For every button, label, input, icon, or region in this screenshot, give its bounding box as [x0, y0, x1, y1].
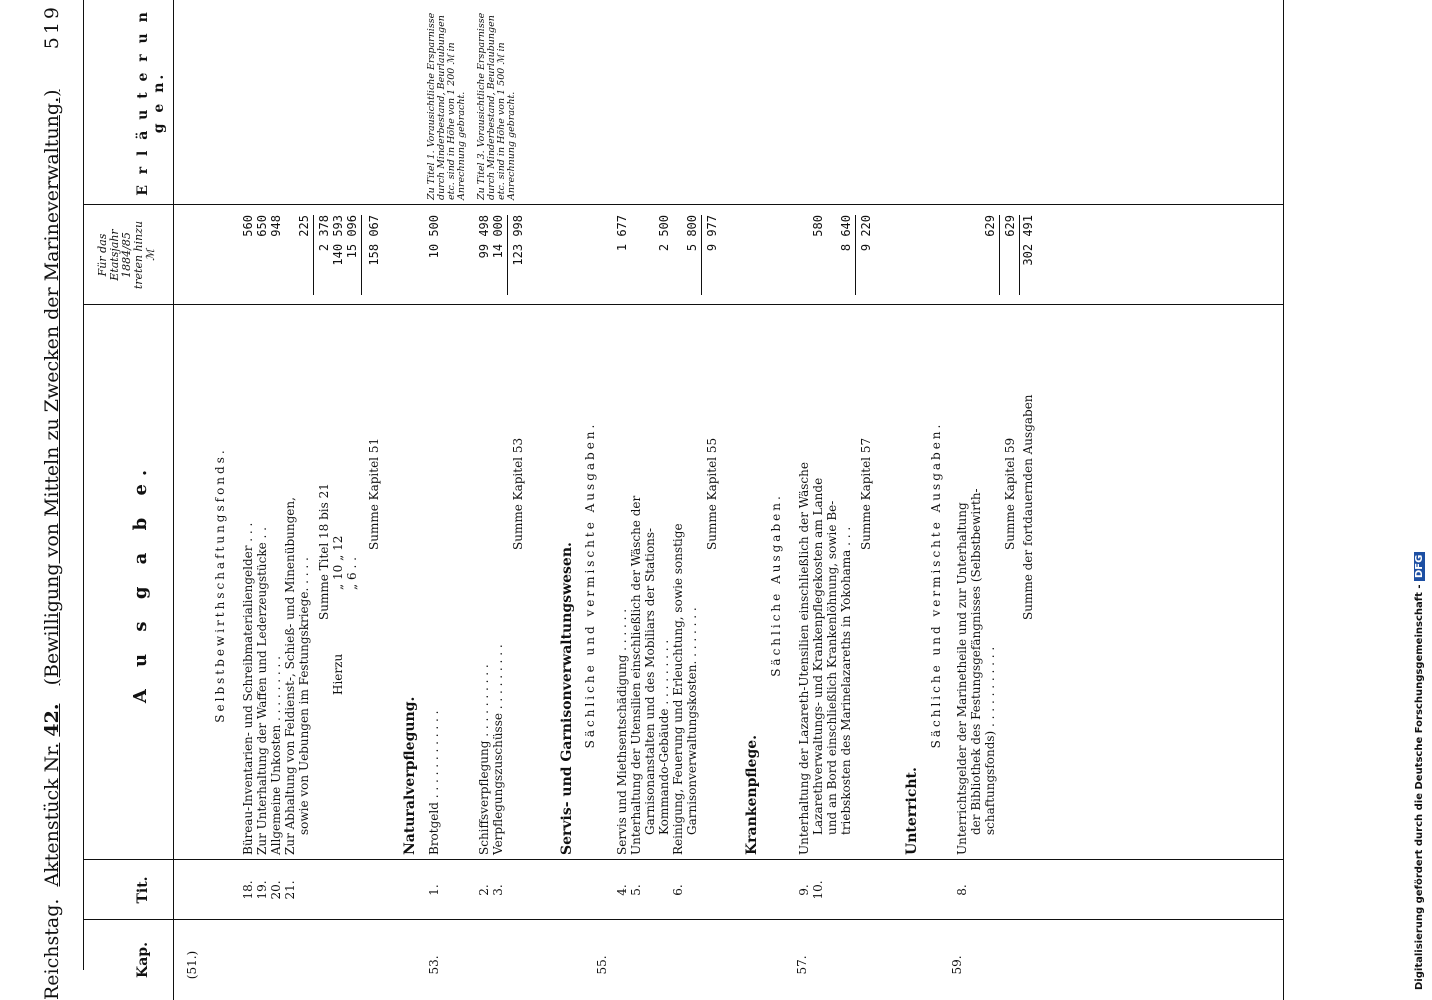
col-header-kap: Kap.	[135, 942, 151, 978]
kap-55-row-3-amount: 5 800	[685, 215, 699, 252]
kap-51-row-3-amount: 948	[269, 215, 283, 237]
kap-51-row-4-text: Zur Abhaltung von Feldienst-, Schieß- und Minenübungen,	[283, 497, 297, 855]
header-number: 42.	[41, 703, 63, 737]
col-divider-amount	[83, 304, 1283, 305]
kap-51-hierzu-1: „ 10 „ 12	[331, 535, 345, 590]
kap-59-kapitel-sum-label: Summe Kapitel 59	[1003, 437, 1017, 550]
kap-51-sum-amount: 2 378	[317, 215, 331, 252]
kap-51-hierzu-label: Hierzu	[331, 653, 345, 695]
grand-total-rule	[1019, 215, 1020, 295]
kap-59-subheading: Sächliche und vermischte Ausgaben.	[929, 421, 943, 749]
kap-53-heading: Naturalverpflegung.	[402, 696, 418, 855]
kap-53-row-1-text: Brotgeld . . . . . . . . . . . .	[427, 710, 441, 855]
kap-51-row-1-text: Büreau-Inventarien- und Schreibmaterialiengelder . . .	[241, 522, 255, 855]
kap-51-row-4-amount: 225	[297, 215, 311, 237]
kap-59-row-1-text-cont-2: schaftungsfonds) . . . . . . . . . . .	[983, 646, 997, 835]
kap-55-row-3-text-cont: Garnisonverwaltungskosten. . . . . . . .	[685, 607, 699, 835]
kap-53-row-2-tit: 2.	[477, 884, 491, 896]
grand-total-amount: 302 491	[1021, 215, 1035, 266]
kap-53-total-rule	[507, 215, 508, 295]
dfg-logo: DFG	[1414, 552, 1425, 581]
kap-51-row-4-text-cont: sowie von Uebungen im Festungskriege. . . . .	[297, 557, 311, 835]
kap-59-row-1-text: Unterrichtsgelder der Marinetheile und zur Unterhaltung	[955, 502, 969, 855]
kap-59-row-1-amount: 629	[983, 215, 997, 237]
kap-51-row-2-amount: 650	[255, 215, 269, 237]
col-divider-notes	[83, 204, 1283, 205]
kap-51-hierzu-2-amount: 15 096	[345, 215, 359, 259]
kap-51-row-4-tit: 21.	[283, 880, 297, 900]
kap-57-row-2-text: Lazarethverwaltungs- und Krankenpflegekosten am Lande	[811, 477, 825, 835]
kap-53-kapitel-sum-label: Summe Kapitel 53	[511, 437, 525, 550]
col-header-ausgabe: A u s g a b e.	[130, 461, 151, 704]
kap-55-kapitel-sum-label: Summe Kapitel 55	[705, 437, 719, 550]
header-aktenstueck: Aktenstück Nr.	[41, 742, 63, 887]
kap-51-row-2-tit: 19.	[255, 880, 269, 900]
table-bottom-rule	[1283, 0, 1284, 1000]
kap-53-note-titel-3: Zu Titel 3. Vorausichtliche Ersparnisse durch Minderbestand, Beurlaubungen etc. sind in Höhe von 1 500 ℳ in Anrechnung gebracht.	[476, 12, 517, 200]
kap-51-row-3-tit: 20.	[269, 880, 283, 900]
col-header-tit: Tit.	[135, 876, 151, 904]
kap-55-row-2-text-cont-1: Garnisonanstalten und des Mobiliars der Stations-	[643, 527, 657, 835]
kap-59-total-rule	[999, 215, 1000, 295]
kap-55-kapitel-sum-amount: 9 977	[705, 215, 719, 252]
kap-59-row-1-text-cont-1: der Bibliothek des Festungsgefängnisses (Selbstbewirth-	[969, 488, 983, 835]
kap-57-row-2-tit: 10.	[811, 880, 825, 900]
kap-57-row-1-tit: 9.	[797, 884, 811, 896]
kap-57-kapitel-sum-label: Summe Kapitel 57	[859, 437, 873, 550]
kap-59-row-1-tit: 8.	[955, 884, 969, 896]
kap-51-kapitel-sum-label: Summe Kapitel 51	[367, 437, 381, 550]
kap-53-row-2-text: Schiffsverpflegung . . . . . . . . . .	[477, 664, 491, 855]
kap-57-kapitel-sum-amount: 9 220	[859, 215, 873, 252]
table-header-rule	[173, 0, 174, 1000]
kap-57-row-1-amount: 580	[811, 215, 825, 237]
col-header-notes: E r l ä u t e r u n g e n.	[135, 9, 167, 196]
kap-55-row-2-tit: 5.	[629, 884, 643, 896]
kap-53-kapitel-sum-amount: 123 998	[511, 215, 525, 266]
kap-55-row-3-tit: 6.	[671, 884, 685, 896]
kap-53-row-1-amount: 10 500	[427, 215, 441, 259]
kap-53-label: 53.	[427, 955, 441, 975]
amount-head-line-3: 1884/85	[120, 232, 133, 278]
kap-55-row-1-text: Servis und Miethsentschädigung . . . . . .	[615, 608, 629, 855]
header-title: (Bewilligung von Mitteln zu Zwecken der Marineverwaltung.)	[41, 89, 63, 686]
kap-53-note-titel-1: Zu Titel 1. Vorausichtliche Ersparnisse durch Minderbestand, Beurlaubungen etc. sind in Höhe von 1 200 ℳ in Anrechnung gebracht.	[426, 12, 467, 200]
table-top-rule	[83, 0, 84, 970]
kap-53-row-3-amount: 14 000	[491, 215, 505, 259]
kap-51-row-1-amount: 560	[241, 215, 255, 237]
kap-55-row-2-amount: 2 500	[657, 215, 671, 252]
amount-head-line-1: Für das	[96, 233, 109, 277]
kap-51-subtotal-rule	[313, 215, 314, 295]
grand-total-label: Summe der fortdauernden Ausgaben	[1021, 394, 1035, 620]
kap-53-row-1-tit: 1.	[427, 884, 441, 896]
kap-51-heading: Selbstbewirthschaftungsfonds.	[213, 447, 227, 723]
kap-51-row-2-text: Zur Unterhaltung der Waffen und Lederzeugstücke . .	[255, 526, 269, 855]
page-number: 519	[41, 4, 63, 50]
col-divider-tit	[83, 859, 1283, 860]
kap-59-label: 59.	[950, 955, 964, 975]
kap-51-row-1-tit: 18.	[241, 880, 255, 900]
amount-head-line-2: Etatsjahr	[108, 229, 121, 281]
kap-51-total-rule	[361, 215, 362, 295]
kap-55-heading: Servis- und Garnisonverwaltungswesen.	[559, 542, 575, 855]
kap-55-row-1-amount: 1 677	[615, 215, 629, 252]
kap-55-row-1-tit: 4.	[615, 884, 629, 896]
kap-57-row-2-text-cont-2: triebskosten des Marinelazareths in Yokohama . . .	[839, 526, 853, 835]
kap-53-row-3-text: Verpflegungszuschüsse . . . . . . . . .	[491, 644, 505, 855]
page-header	[41, 89, 63, 1000]
kap-57-total-rule	[855, 215, 856, 295]
kap-51-row-3-text: Allgemeine Unkosten . . . . . . . . .	[269, 656, 283, 855]
kap-55-row-3-text: Reinigung, Feuerung und Erleuchtung, sowie sonstige	[671, 523, 685, 855]
kap-55-subheading: Sächliche und vermischte Ausgaben.	[583, 421, 597, 749]
kap-51-hierzu-1-amount: 140 593	[331, 215, 345, 266]
kap-59-heading: Unterricht.	[904, 767, 920, 855]
kap-55-label: 55.	[595, 955, 609, 975]
kap-55-row-2-text-cont-2: Kommando-Gebäude . . . . . . . . .	[657, 639, 671, 835]
kap-51-label: (51.)	[185, 950, 199, 980]
kap-51-sum-label: Summe Titel 18 bis 21	[317, 483, 331, 620]
kap-51-hierzu-2: „ 6 . .	[345, 557, 359, 590]
kap-55-row-2-text: Unterhaltung der Utensilien einschließlich der Wäsche der	[629, 495, 643, 855]
digitization-credit-text: Digitalisierung gefördert durch die Deutsche Forschungsgemeinschaft -	[1414, 584, 1425, 990]
kap-57-label: 57.	[795, 955, 809, 975]
col-header-amount	[97, 205, 157, 305]
kap-59-kapitel-sum-amount: 629	[1003, 215, 1017, 237]
kap-57-row-2-amount: 8 640	[839, 215, 853, 252]
kap-57-row-2-text-cont-1: und an Bord einschließlich Krankenlöhnung, sowie Be-	[825, 500, 839, 835]
digitization-credit	[1414, 0, 1432, 1000]
amount-head-line-4: treten hinzu	[132, 220, 145, 290]
rotated-document-page	[35, 0, 1325, 1000]
amount-head-line-5: ℳ	[144, 249, 157, 261]
kap-53-row-2-amount: 99 498	[477, 215, 491, 259]
kap-55-total-rule	[701, 215, 702, 295]
kap-57-row-1-text: Unterhaltung der Lazareth-Utensilien einschließlich der Wäsche	[797, 462, 811, 855]
kap-57-subheading: Sächliche Ausgaben.	[769, 493, 783, 677]
kap-51-kapitel-sum-amount: 158 067	[367, 215, 381, 266]
kap-53-row-3-tit: 3.	[491, 884, 505, 896]
kap-57-heading: Krankenpflege.	[744, 734, 760, 855]
col-divider-kap	[83, 919, 1283, 920]
header-reichstag: Reichstag.	[41, 898, 63, 1000]
